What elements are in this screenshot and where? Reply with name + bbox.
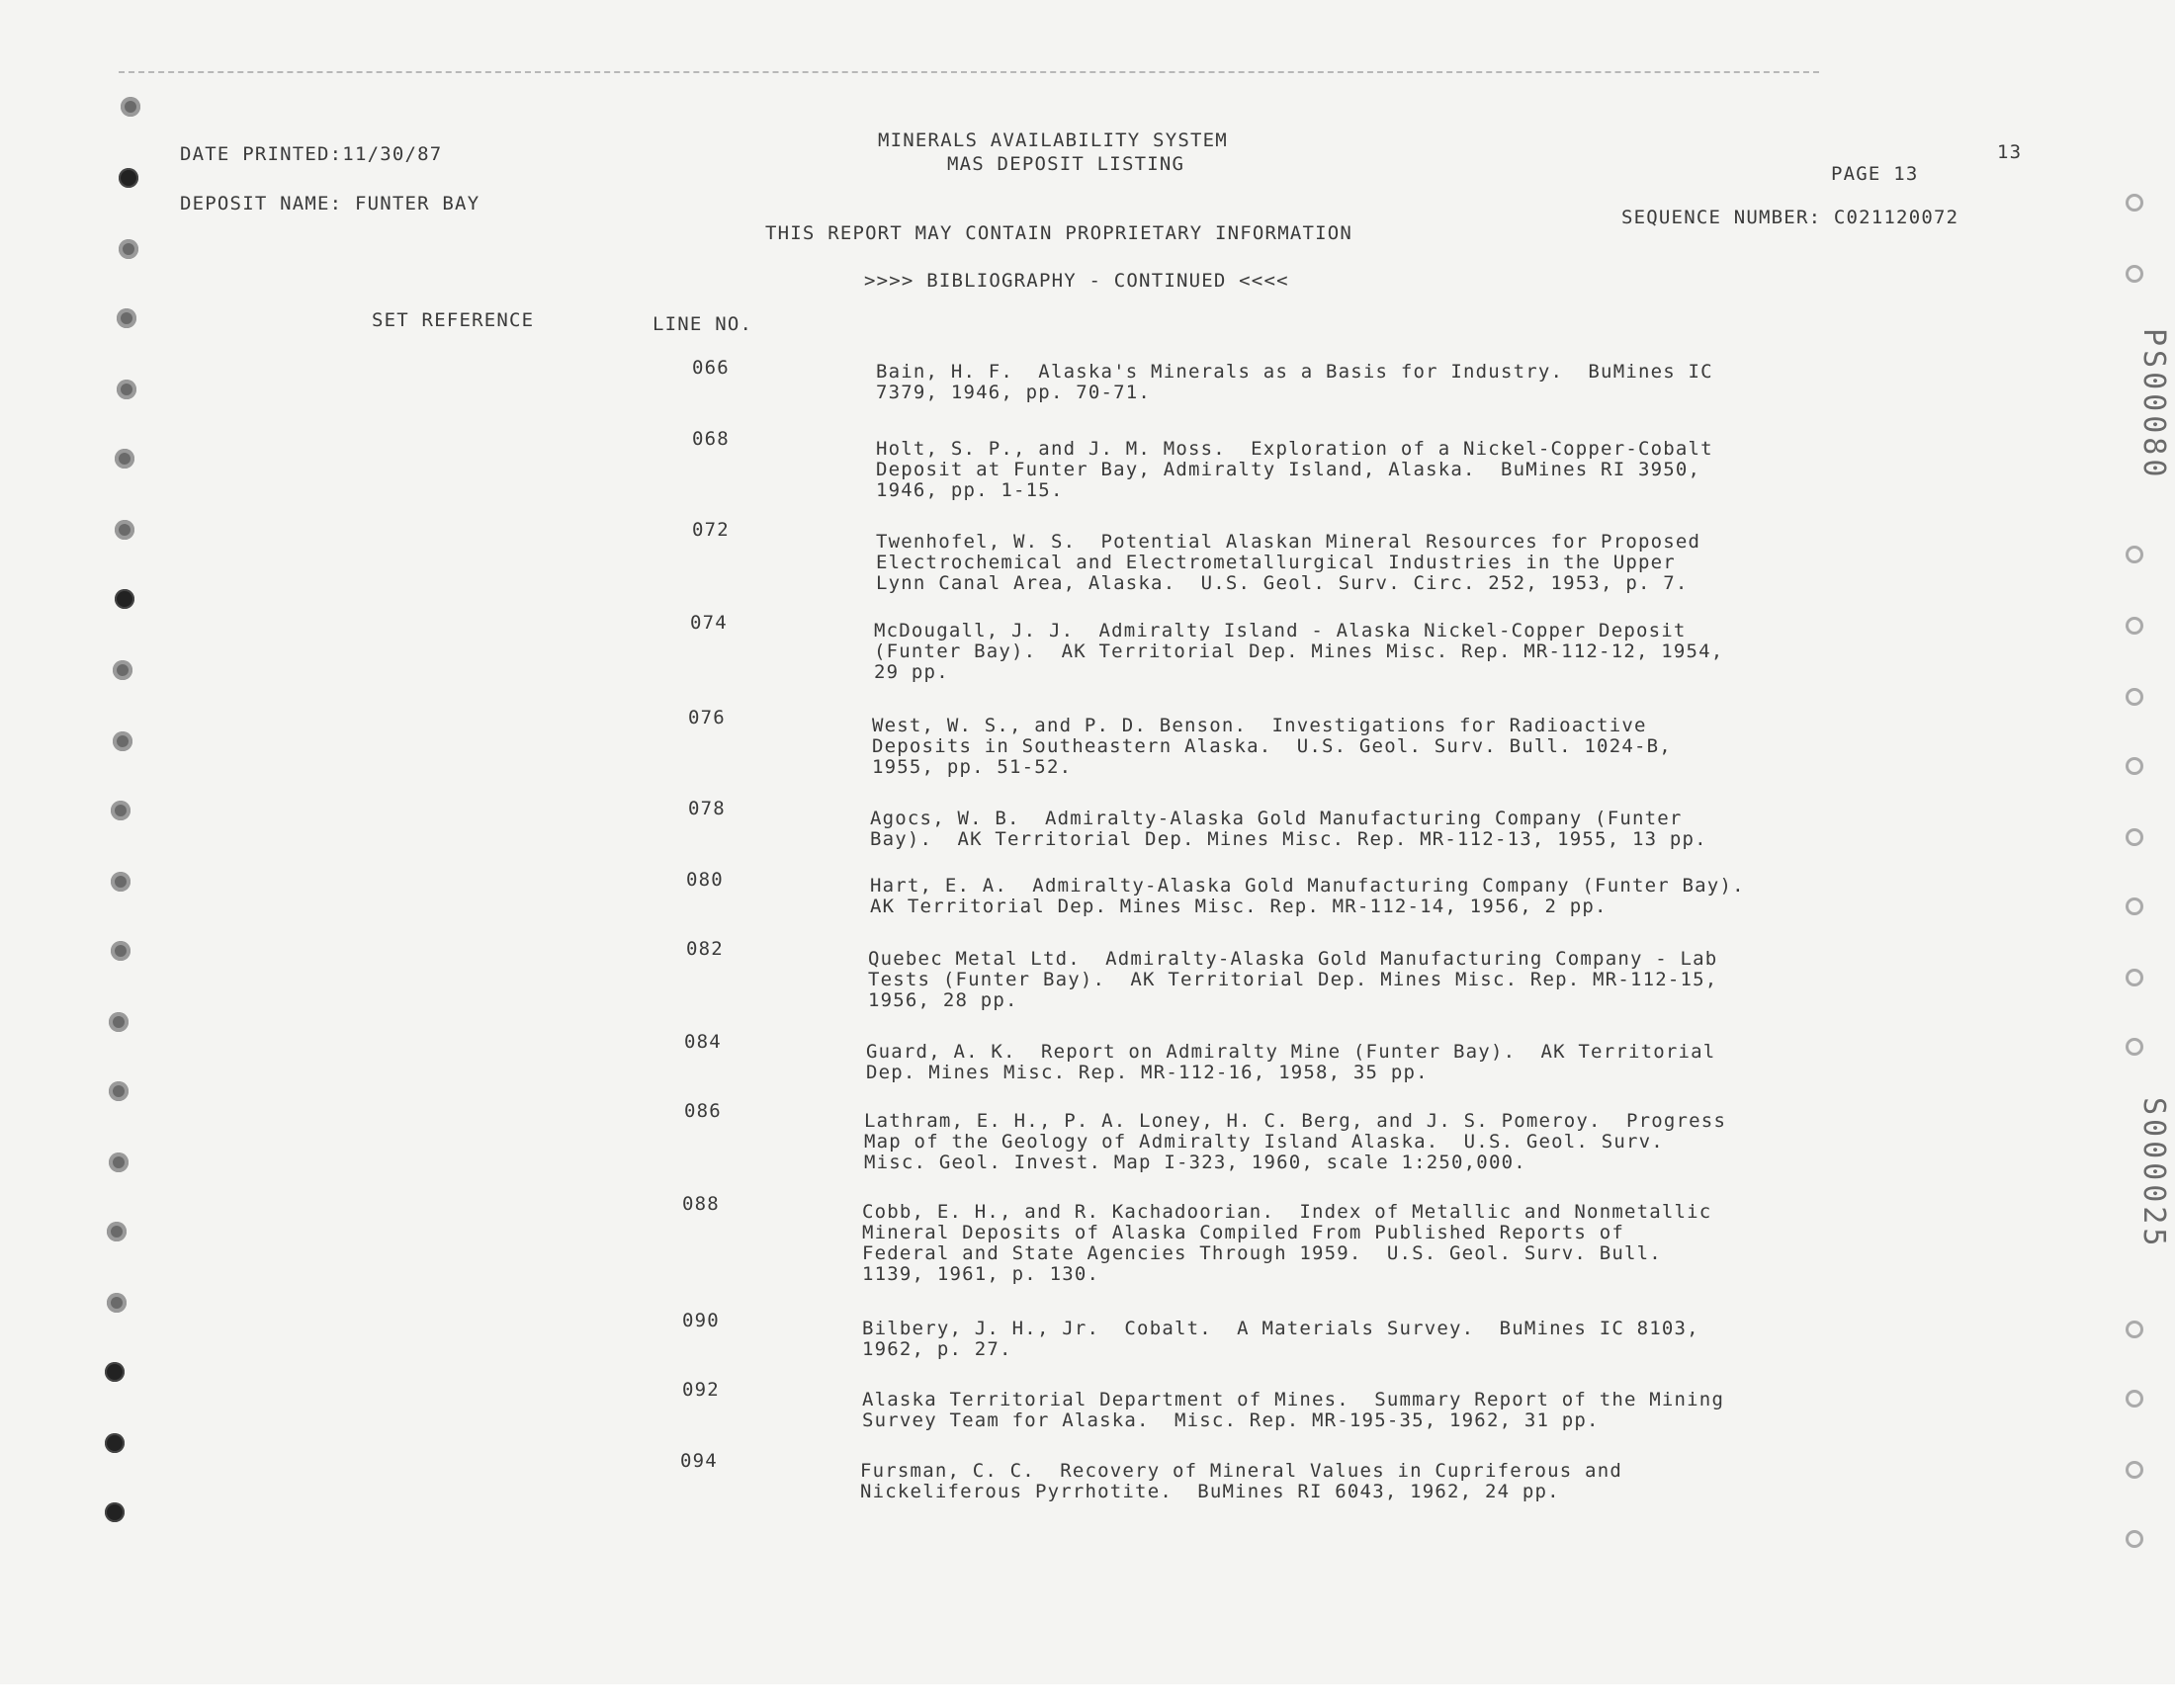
column-header-set-reference: SET REFERENCE xyxy=(372,309,535,331)
feed-hole xyxy=(111,941,130,961)
sequence-number: SEQUENCE NUMBER: C021120072 xyxy=(1621,207,1959,228)
entry-line-number: 094 xyxy=(680,1450,718,1472)
entry-citation: Agocs, W. B. Admiralty-Alaska Gold Manufacturing Company (Funter Bay). AK Territorial Dep. Mines Misc. Rep. MR-112-13, 1955, 13 pp. xyxy=(870,808,1707,850)
feed-hole xyxy=(105,1433,125,1453)
feed-hole xyxy=(121,97,140,117)
date-printed: DATE PRINTED:11/30/87 xyxy=(180,143,443,165)
entry-line-number: 078 xyxy=(688,798,726,819)
proprietary-notice: THIS REPORT MAY CONTAIN PROPRIETARY INFORMATION xyxy=(765,222,1353,244)
feed-hole xyxy=(2126,194,2143,212)
entry-line-number: 072 xyxy=(692,519,730,541)
feed-hole xyxy=(117,380,136,399)
listing-title: MAS DEPOSIT LISTING xyxy=(947,153,1185,175)
feed-hole xyxy=(2126,617,2143,635)
entry-citation: Quebec Metal Ltd. Admiralty-Alaska Gold Manufacturing Company - Lab Tests (Funter Bay). AK Territorial Dep. Mines Misc. Rep. MR-112-15, 1956, 28 pp. xyxy=(868,948,1718,1011)
margin-stamp-lower: S000025 xyxy=(2136,1097,2171,1250)
entry-citation: Twenhofel, W. S. Potential Alaskan Mineral Resources for Proposed Electrochemical and Electrometallurgical Industries in the Upper Lynn Canal Area, Alaska. U.S. Geol. Surv. Circ. 252, 1953, p. 7. xyxy=(876,531,1701,594)
entry-citation: Fursman, C. C. Recovery of Mineral Values in Cupriferous and Nickeliferous Pyrrhotite. BuMines RI 6043, 1962, 24 pp. xyxy=(860,1460,1622,1502)
feed-hole xyxy=(2126,1530,2143,1548)
feed-hole xyxy=(115,520,134,540)
feed-hole xyxy=(105,1502,125,1522)
feed-hole xyxy=(115,589,134,609)
entry-citation: Guard, A. K. Report on Admiralty Mine (Funter Bay). AK Territorial Dep. Mines Misc. Rep. MR-112-16, 1958, 35 pp. xyxy=(866,1041,1716,1083)
feed-hole xyxy=(2126,1038,2143,1056)
feed-hole xyxy=(111,872,130,892)
entry-citation: Cobb, E. H., and R. Kachadoorian. Index of Metallic and Nonmetallic Mineral Deposits of Alaska Compiled From Published Reports of Federal and State Agencies Through 1959. U.S. Geol. Surv. Bull. 1139, 1961, p. 130. xyxy=(862,1201,1712,1285)
tear-line xyxy=(119,71,1819,73)
feed-hole xyxy=(2126,969,2143,986)
system-title: MINERALS AVAILABILITY SYSTEM xyxy=(878,129,1228,151)
feed-hole xyxy=(2126,1321,2143,1338)
deposit-name: DEPOSIT NAME: FUNTER BAY xyxy=(180,193,480,214)
entry-line-number: 066 xyxy=(692,357,730,379)
entry-citation: Bilbery, J. H., Jr. Cobalt. A Materials Survey. BuMines IC 8103, 1962, p. 27. xyxy=(862,1318,1699,1360)
feed-hole xyxy=(119,239,138,259)
section-title: >>>> BIBLIOGRAPHY - CONTINUED <<<< xyxy=(864,270,1289,292)
entry-line-number: 076 xyxy=(688,707,726,728)
entry-citation: McDougall, J. J. Admiralty Island - Alaska Nickel-Copper Deposit (Funter Bay). AK Territorial Dep. Mines Misc. Rep. MR-112-12, 1954, 29 pp. xyxy=(874,620,1724,683)
feed-hole xyxy=(2126,1390,2143,1408)
column-header-line-no: LINE NO. xyxy=(652,313,753,335)
page-label: PAGE 13 xyxy=(1831,163,1919,185)
entry-citation: Hart, E. A. Admiralty-Alaska Gold Manufacturing Company (Funter Bay). AK Territorial Dep. Mines Misc. Rep. MR-112-14, 1956, 2 pp. xyxy=(870,875,1745,917)
feed-hole xyxy=(2126,546,2143,563)
entry-line-number: 092 xyxy=(682,1379,720,1401)
entry-line-number: 080 xyxy=(686,869,724,891)
feed-hole xyxy=(119,168,138,188)
feed-hole xyxy=(111,801,130,820)
feed-hole xyxy=(2126,757,2143,775)
feed-hole xyxy=(113,660,132,680)
feed-hole xyxy=(2126,265,2143,283)
entry-citation: Lathram, E. H., P. A. Loney, H. C. Berg, and J. S. Pomeroy. Progress Map of the Geology of Admiralty Island Alaska. U.S. Geol. Surv. Misc. Geol. Invest. Map I-323, 1960, scale 1:250,000. xyxy=(864,1110,1727,1173)
feed-hole xyxy=(117,308,136,328)
scan-border xyxy=(0,1684,2175,1708)
entry-citation: Holt, S. P., and J. M. Moss. Exploration of a Nickel-Copper-Cobalt Deposit at Funter Bay, Admiralty Island, Alaska. BuMines RI 3950, 1946, pp. 1-15. xyxy=(876,438,1713,501)
feed-hole xyxy=(113,731,132,751)
entry-line-number: 074 xyxy=(690,612,728,634)
feed-hole xyxy=(109,1081,129,1101)
feed-hole xyxy=(107,1222,127,1241)
feed-hole xyxy=(105,1362,125,1382)
entry-line-number: 088 xyxy=(682,1193,720,1215)
margin-stamp-upper: PS00080 xyxy=(2136,328,2171,481)
entry-line-number: 084 xyxy=(684,1031,722,1053)
feed-hole xyxy=(109,1153,129,1172)
corner-page-number: 13 xyxy=(1997,141,2023,163)
feed-hole xyxy=(109,1012,129,1032)
entry-citation: West, W. S., and P. D. Benson. Investigations for Radioactive Deposits in Southeastern Alaska. U.S. Geol. Surv. Bull. 1024-B, 1955, pp. 51-52. xyxy=(872,715,1672,778)
feed-hole xyxy=(107,1293,127,1313)
feed-hole xyxy=(2126,1461,2143,1479)
entry-line-number: 090 xyxy=(682,1310,720,1331)
feed-hole xyxy=(2126,897,2143,915)
feed-hole xyxy=(2126,688,2143,706)
entry-line-number: 082 xyxy=(686,938,724,960)
entry-line-number: 068 xyxy=(692,428,730,450)
feed-hole xyxy=(115,449,134,469)
entry-citation: Bain, H. F. Alaska's Minerals as a Basis for Industry. BuMines IC 7379, 1946, pp. 70-71. xyxy=(876,361,1713,403)
entry-citation: Alaska Territorial Department of Mines. Summary Report of the Mining Survey Team for Alaska. Misc. Rep. MR-195-35, 1962, 31 pp. xyxy=(862,1389,1725,1431)
entry-line-number: 086 xyxy=(684,1100,722,1122)
feed-hole xyxy=(2126,828,2143,846)
